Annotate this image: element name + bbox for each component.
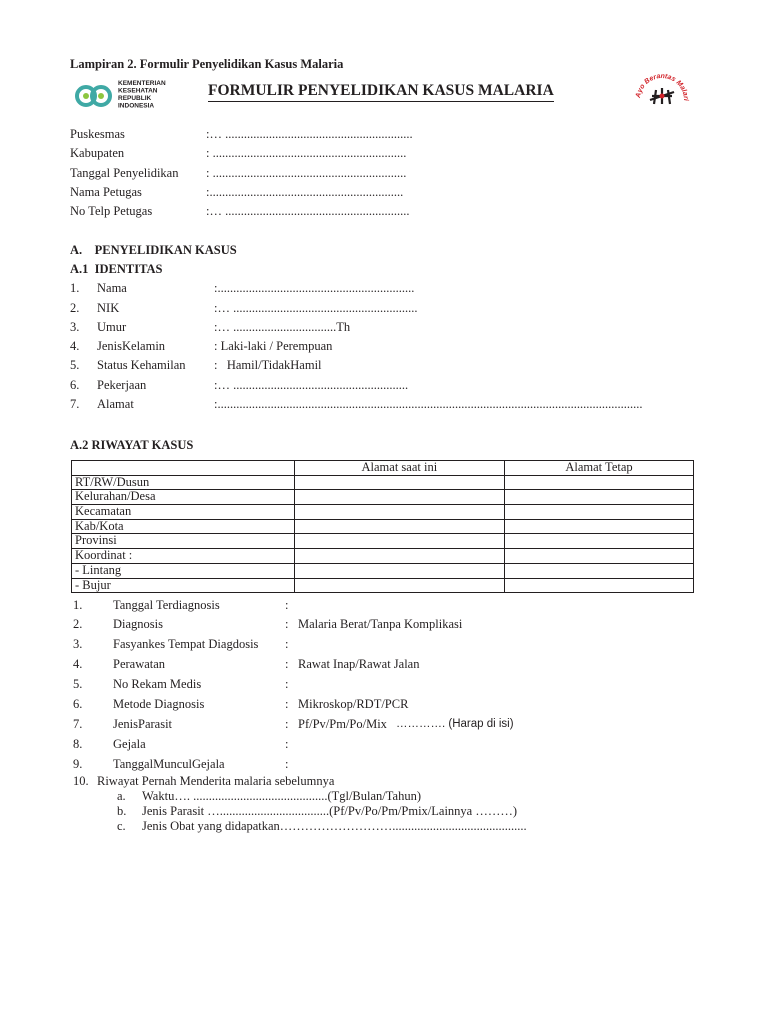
riwayat-num-6: 6. [73, 697, 83, 711]
riwayat-num-2: 2. [73, 617, 83, 631]
identitas-num-3: 3. [70, 320, 80, 334]
table-cell-alamat-tetap[interactable] [505, 505, 694, 520]
subitem-jenis-obat[interactable]: Jenis Obat yang didapatkan………………………........................................... [142, 819, 527, 833]
field-label-tanggal-penyelidikan: Tanggal Penyelidikan [70, 166, 179, 180]
field-value-kabupaten[interactable]: : .............................................................. [206, 146, 407, 160]
field-value-puskesmas[interactable]: :… ............................................................ [206, 127, 413, 141]
identitas-value-pekerjaan[interactable]: :… ........................................................ [214, 378, 409, 392]
table-cell-alamat-saat-ini[interactable] [294, 563, 504, 578]
identitas-label-jenis-kelamin: JenisKelamin [97, 339, 166, 353]
subitem-waktu[interactable]: Waktu…. ...........................................(Tgl/Bulan/Tahun) [142, 789, 421, 803]
section-a2-title: A.2 RIWAYAT KASUS [70, 438, 194, 452]
field-value-tanggal-penyelidikan[interactable]: : .............................................................. [206, 166, 407, 180]
riwayat-label-perawatan: Perawatan [113, 657, 166, 671]
table-row-label: - Bujur [72, 578, 295, 593]
riwayat-label-no-rekam-medis: No Rekam Medis [113, 677, 202, 691]
identitas-num-7: 7. [70, 397, 80, 411]
field-label-puskesmas: Puskesmas [70, 127, 125, 141]
section-a-title: A. PENYELIDIKAN KASUS [70, 243, 237, 257]
identitas-label-status-kehamilan: Status Kehamilan [97, 358, 186, 372]
table-row [72, 534, 694, 549]
riwayat-colon: : [285, 617, 289, 631]
riwayat-value-perawatan[interactable]: Rawat Inap/Rawat Jalan [298, 657, 420, 671]
riwayat-colon: : [285, 637, 289, 651]
kemenkes-emblem-icon [77, 87, 110, 105]
table-cell-alamat-tetap[interactable] [505, 519, 694, 534]
riwayat-jenis-parasit-note: …………. (Harap di isi) [396, 718, 514, 730]
identitas-label-nama: Nama [97, 281, 127, 295]
table-header-row [72, 461, 694, 476]
riwayat-colon: : [285, 757, 289, 771]
subitem-letter-a: a. [117, 789, 126, 803]
subitem-jenis-parasit[interactable]: Jenis Parasit …...................................(Pf/Pv/Po/Pm/Pmix/Lainnya ………) [142, 804, 518, 818]
riwayat-num-4: 4. [73, 657, 83, 671]
riwayat-colon: : [285, 598, 289, 612]
identitas-num-2: 2. [70, 301, 80, 315]
riwayat-value-diagnosis[interactable]: Malaria Berat/Tanpa Komplikasi [298, 617, 463, 631]
identitas-num-4: 4. [70, 339, 80, 353]
identitas-label-alamat: Alamat [97, 397, 134, 411]
table-row [72, 549, 694, 564]
riwayat-colon: : [285, 737, 289, 751]
riwayat-num-7: 7. [73, 717, 83, 731]
section-a1-title: A.1 IDENTITAS [70, 262, 163, 276]
riwayat-label-tanggal-terdiagnosis: Tanggal Terdiagnosis [113, 598, 220, 612]
table-row [72, 490, 694, 505]
riwayat-num-5: 5. [73, 677, 83, 691]
table-row-label: Kelurahan/Desa [72, 490, 295, 505]
field-value-no-telp-petugas[interactable]: :… ........................................................... [206, 204, 410, 218]
riwayat-label-riwayat-pernah: Riwayat Pernah Menderita malaria sebelumnya [97, 774, 335, 788]
riwayat-kasus-table [71, 460, 694, 593]
identitas-num-5: 5. [70, 358, 80, 372]
table-cell-alamat-saat-ini[interactable] [294, 490, 504, 505]
riwayat-colon: : [285, 677, 289, 691]
riwayat-colon: : [285, 717, 289, 731]
table-cell-alamat-tetap[interactable] [505, 534, 694, 549]
identitas-value-status-kehamilan[interactable]: : Hamil/TidakHamil [214, 358, 322, 372]
field-value-nama-petugas[interactable]: :.............................................................. [206, 185, 404, 199]
table-row [72, 563, 694, 578]
identitas-label-pekerjaan: Pekerjaan [97, 378, 147, 392]
table-cell-alamat-tetap[interactable] [505, 549, 694, 564]
svg-text:REPUBLIK: REPUBLIK [118, 95, 152, 102]
table-cell-alamat-saat-ini[interactable] [294, 519, 504, 534]
identitas-num-6: 6. [70, 378, 80, 392]
table-header-empty [72, 461, 295, 476]
table-row-label: Provinsi [72, 534, 295, 549]
riwayat-label-gejala: Gejala [113, 737, 146, 751]
riwayat-label-tanggal-muncul-gejala: TanggalMunculGejala [113, 757, 225, 771]
riwayat-value-metode-diagnosis[interactable]: Mikroskop/RDT/PCR [298, 697, 409, 711]
riwayat-colon: : [285, 657, 289, 671]
subitem-letter-b: b. [117, 804, 127, 818]
svg-text:KESEHATAN: KESEHATAN [118, 87, 158, 95]
svg-text:KEMENTERIAN: KEMENTERIAN [118, 80, 166, 87]
identitas-value-nik[interactable]: :… ........................................................... [214, 301, 418, 315]
lampiran-heading: Lampiran 2. Formulir Penyelidikan Kasus Malaria [70, 57, 344, 71]
table-cell-alamat-tetap[interactable] [505, 578, 694, 593]
table-cell-alamat-saat-ini[interactable] [294, 505, 504, 520]
field-label-no-telp-petugas: No Telp Petugas [70, 204, 153, 218]
table-row [72, 519, 694, 534]
table-cell-alamat-tetap[interactable] [505, 563, 694, 578]
kemenkes-logo [74, 76, 184, 116]
riwayat-num-9: 9. [73, 757, 83, 771]
table-row [72, 475, 694, 490]
identitas-value-alamat[interactable]: :........................................................................................................................................ [214, 397, 643, 411]
svg-text:Ayo Berantas Malaria: Ayo Berantas Malari [635, 72, 690, 101]
table-row-label: - Lintang [72, 563, 295, 578]
field-label-nama-petugas: Nama Petugas [70, 185, 142, 199]
identitas-num-1: 1. [70, 281, 80, 295]
table-row-label: RT/RW/Dusun [72, 475, 295, 490]
riwayat-num-1: 1. [73, 598, 83, 612]
identitas-label-umur: Umur [97, 320, 127, 334]
riwayat-num-8: 8. [73, 737, 83, 751]
table-cell-alamat-tetap[interactable] [505, 475, 694, 490]
table-row-label: Kab/Kota [72, 519, 295, 534]
subitem-letter-c: c. [117, 819, 126, 833]
identitas-value-umur[interactable]: :… .................................Th [214, 320, 351, 334]
riwayat-value-jenis-parasit[interactable]: Pf/Pv/Pm/Po/Mix [298, 717, 387, 731]
riwayat-label-jenis-parasit: JenisParasit [113, 717, 173, 731]
table-cell-alamat-saat-ini[interactable] [294, 475, 504, 490]
field-label-kabupaten: Kabupaten [70, 146, 125, 160]
table-row [72, 578, 694, 593]
table-header-alamat-tetap: Alamat Tetap [505, 461, 694, 476]
table-cell-alamat-saat-ini[interactable] [294, 578, 504, 593]
riwayat-colon: : [285, 697, 289, 711]
table-row-label: Koordinat : [72, 549, 295, 564]
table-cell-alamat-tetap[interactable] [505, 490, 694, 505]
table-row-label: Kecamatan [72, 505, 295, 520]
riwayat-label-diagnosis: Diagnosis [113, 617, 163, 631]
identitas-label-nik: NIK [97, 301, 120, 315]
table-row [72, 505, 694, 520]
table-cell-alamat-saat-ini[interactable] [294, 534, 504, 549]
riwayat-num-3: 3. [73, 637, 83, 651]
svg-text:INDONESIA: INDONESIA [118, 102, 155, 110]
identitas-value-jenis-kelamin[interactable]: : Laki-laki / Perempuan [214, 339, 333, 353]
table-cell-alamat-saat-ini[interactable] [294, 549, 504, 564]
riwayat-label-fasyankes: Fasyankes Tempat Diagdosis [113, 637, 259, 651]
riwayat-num-10: 10. [73, 774, 89, 788]
ayo-berantas-malaria-logo [632, 70, 692, 114]
identitas-value-nama[interactable]: :............................................................... [214, 281, 415, 295]
table-header-alamat-saat-ini: Alamat saat ini [294, 461, 504, 476]
riwayat-label-metode-diagnosis: Metode Diagnosis [113, 697, 205, 711]
form-title: FORMULIR PENYELIDIKAN KASUS MALARIA [208, 82, 554, 102]
